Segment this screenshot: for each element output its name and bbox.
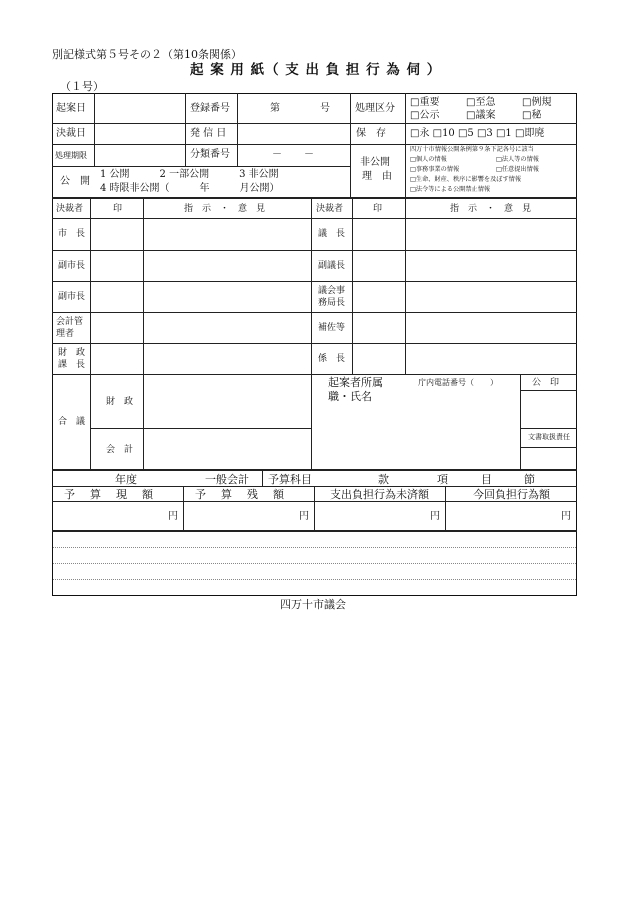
memo-line[interactable] xyxy=(53,579,576,580)
riyuu-label: 理 由 xyxy=(362,171,392,182)
rule xyxy=(94,93,95,166)
disclosure-item[interactable]: □生命、財産、秩序に影響を及ぼす情報 xyxy=(410,176,522,183)
approver-head: 決裁者 xyxy=(316,204,344,214)
approver-secretariat-director: 務局長 xyxy=(318,298,346,308)
shori-option[interactable]: □秘 xyxy=(522,110,542,121)
shori-option[interactable]: □公示 xyxy=(410,110,440,121)
rule xyxy=(52,312,577,313)
approver-chair: 議 長 xyxy=(318,229,346,239)
form-number: （１号） xyxy=(60,80,104,93)
koukai-label: 公 開 xyxy=(60,176,90,187)
disclosure-item[interactable]: □事務事業の情報 xyxy=(410,166,460,173)
moku-label: 目 xyxy=(481,473,492,486)
rule xyxy=(445,486,446,531)
budget-current-head: 予 算 現 額 xyxy=(64,488,155,501)
phone-label: 庁内電話番号（ ） xyxy=(418,378,498,387)
shori-kigen-label: 処理期限 xyxy=(55,151,87,160)
rule xyxy=(52,166,350,167)
rule xyxy=(52,469,577,471)
gou-label: 号 xyxy=(320,103,330,114)
kian-bi-label: 起案日 xyxy=(56,103,86,114)
hozon-label: 保 存 xyxy=(356,128,386,139)
document-responsible-label: 文書取扱責任 xyxy=(528,433,570,441)
approver-finance-chief: 課 長 xyxy=(58,360,86,370)
yen-unit: 円 xyxy=(168,511,178,522)
rule xyxy=(52,374,577,375)
koukai-options-1[interactable]: 1 公開 2 一部公開 3 非公開 xyxy=(100,169,279,180)
kessai-bi-label: 決裁日 xyxy=(56,128,86,139)
disclosure-item[interactable]: □法人等の情報 xyxy=(496,156,539,163)
unsettled-head: 支出負担行為未済額 xyxy=(330,488,429,501)
consultation-label: 合 議 xyxy=(58,417,86,427)
dai-label: 第 xyxy=(270,103,280,114)
drafter-dept: 起案者所属 xyxy=(328,376,383,389)
rule xyxy=(183,486,184,531)
rule xyxy=(52,343,577,344)
rule xyxy=(52,123,577,124)
rule xyxy=(350,93,351,197)
shori-option[interactable]: □重要 xyxy=(410,97,440,108)
shori-option[interactable]: □議案 xyxy=(466,110,496,121)
yen-unit: 円 xyxy=(561,511,571,522)
koukai-options-2[interactable]: 4 時限非公開（ 年 月公開） xyxy=(100,183,280,194)
bunrui-label: 分類番号 xyxy=(190,149,230,160)
rule xyxy=(311,198,312,469)
hozon-options[interactable]: □永 □10 □5 □3 □1 □即廃 xyxy=(410,128,545,139)
setsu-label: 節 xyxy=(524,473,535,486)
approver-accounting-manager: 会計管 xyxy=(56,317,84,327)
approver-head: 決裁者 xyxy=(56,204,84,214)
disclosure-item[interactable]: □個人の情報 xyxy=(410,156,447,163)
this-commitment-head: 今回負担行為額 xyxy=(473,488,550,501)
rule xyxy=(520,447,577,448)
rule xyxy=(185,93,186,166)
rule xyxy=(520,390,577,391)
rule xyxy=(405,93,406,197)
budget-item-label: 予算科目 xyxy=(268,473,312,486)
memo-line[interactable] xyxy=(53,563,576,564)
kou-label: 項 xyxy=(437,473,448,486)
rule xyxy=(90,428,311,429)
approver-accounting-manager: 理者 xyxy=(56,329,75,339)
general-account-label: 一般会計 xyxy=(205,473,249,486)
disclosure-head: 四万十市情報公開条例第９条下記各号に該当 xyxy=(410,146,534,153)
rule xyxy=(405,198,406,374)
rule xyxy=(237,93,238,166)
rule xyxy=(143,198,144,469)
approver-vice-mayor: 副市長 xyxy=(58,261,86,271)
rule xyxy=(52,250,577,251)
seal-head: 印 xyxy=(373,204,383,214)
approver-finance-chief: 財 政 xyxy=(58,348,86,358)
rule xyxy=(52,218,577,219)
yen-unit: 円 xyxy=(430,511,440,522)
bunrui-value: － － xyxy=(272,149,320,160)
consult-finance: 財 政 xyxy=(106,397,134,407)
disclosure-item[interactable]: □任意提出情報 xyxy=(496,166,539,173)
form-title: 起 案 用 紙（ 支 出 負 担 行 為 伺 ） xyxy=(190,62,442,78)
approver-section-chief: 係 長 xyxy=(318,354,346,364)
disclosure-item[interactable]: □法令等による公開禁止情報 xyxy=(410,186,491,193)
consult-accounting: 会 計 xyxy=(106,445,134,455)
budget-remaining-head: 予 算 残 額 xyxy=(195,488,286,501)
approver-secretariat-director: 議会事 xyxy=(318,286,346,296)
fiscal-year-label: 年度 xyxy=(115,473,137,486)
yen-unit: 円 xyxy=(299,511,309,522)
instruction-head: 指 示 ・ 意 見 xyxy=(184,204,266,214)
rule xyxy=(314,486,315,531)
shori-kubun-label: 処理区分 xyxy=(355,103,395,114)
rule xyxy=(520,428,577,429)
rule xyxy=(52,144,577,145)
approver-mayor: 市 長 xyxy=(58,229,86,239)
shori-option[interactable]: □至急 xyxy=(466,97,496,108)
hikoukai-label: 非公開 xyxy=(360,157,390,168)
rule xyxy=(520,374,521,469)
approver-vice-mayor: 副市長 xyxy=(58,292,86,302)
annex-label: 別記様式第５号その２（第10条関係） xyxy=(52,48,242,61)
hasshin-bi-label: 発 信 日 xyxy=(190,128,227,139)
approver-vice-chair: 副議長 xyxy=(318,261,346,271)
kan-label: 款 xyxy=(378,473,389,486)
rule xyxy=(90,198,91,469)
rule xyxy=(52,281,577,282)
instruction-head: 指 示 ・ 意 見 xyxy=(450,204,532,214)
approver-assistant: 補佐等 xyxy=(318,323,346,333)
touroku-label: 登録番号 xyxy=(190,103,230,114)
official-seal-label: 公 印 xyxy=(532,378,560,388)
drafter-name: 職・氏名 xyxy=(328,390,372,403)
rule xyxy=(52,197,577,199)
seal-head: 印 xyxy=(113,204,123,214)
organization-name: 四万十市議会 xyxy=(280,598,346,611)
shori-option[interactable]: □例規 xyxy=(522,97,552,108)
rule xyxy=(262,471,263,486)
memo-line[interactable] xyxy=(53,547,576,548)
rule xyxy=(352,198,353,374)
